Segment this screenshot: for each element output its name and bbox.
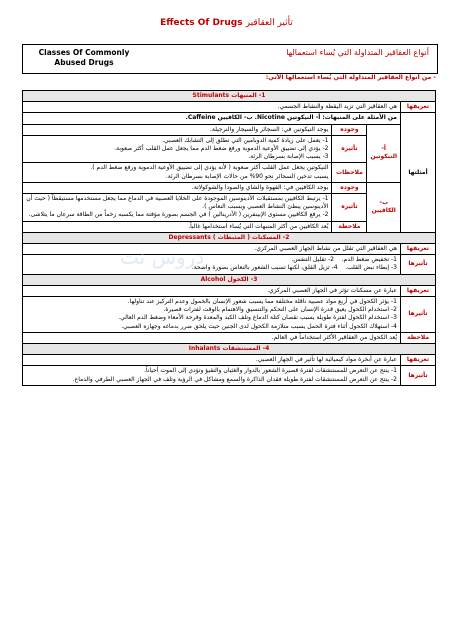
alcohol-note: يُعد الكحول من العقاقير الأكثر استخداماً في العالم. [23, 332, 401, 343]
caffeine-found-label: وجوده [332, 182, 367, 193]
stimulants-def-label: تعريفها [401, 102, 436, 113]
page-title [0, 18, 453, 28]
drugs-table [22, 90, 436, 386]
alcohol-note-label: ملاحظة [401, 332, 436, 343]
alcohol-def-label: تعريفها [401, 285, 436, 296]
list-item: 3- يسبب الإصابة بسرطان الرئة. [248, 153, 329, 161]
alcohol-effects-label: تأثيرها [401, 297, 436, 333]
nicotine-label: أ- النيكوتين [367, 124, 401, 182]
inhalants-effects-label: تأثيرها [401, 366, 436, 385]
list-item: 1- يعمل على زيادة كمية الدوبامين التي تطلق إلى التشابك العصبي. [162, 136, 329, 144]
list-item: 3- إبطاء نبض القلب. [345, 264, 397, 272]
list-item: 2- يرفع الكافيين مستوى الإبينفرين ( الأدرينالين ) في الجسم بصورة مؤقتة مما يكسبه زخماً من الطاقة سرعان ما يتلاشى. [28, 211, 329, 219]
list-item: 1- يرتبط الكافيين بمستقبلات الأدينوسين الموجودة على الخلايا العصبية في الدماغ مما يجعل مستخدمها مستيقظاً ( حيث أن الأدينوسين يبطئ النشاط العصبي ويسبب النعاس ). [26, 195, 329, 211]
title-ar: تأثير العقاقير [245, 18, 293, 28]
inhalants-definition: عبارة عن أبخرة مواد كيميائية لها تأثير في الجهاز العصبي. [23, 355, 401, 366]
inhalants-def-label: تعريفها [401, 355, 436, 366]
alcohol-heading: 3- الكحول Alcohol [23, 274, 436, 285]
caffeine-note-label: ملاحظة [332, 221, 367, 232]
nicotine-notes [23, 163, 332, 182]
alcohol-definition: عبارة عن مسكنات تؤثر في الجهاز العصبي المركزي. [23, 285, 401, 296]
inhalants-effects [23, 366, 401, 385]
stimulants-heading: 1- المنبهات Stimulants [23, 91, 436, 102]
intro-line: - من أنواع العقاقير المتداولة التي يُساء استعمالها الآتي: [265, 74, 436, 81]
depressants-definition: هي العقاقير التي تقلل من نشاط الجهاز العصبي المركزي. [23, 244, 401, 255]
list-item: يسبب تدخين السجائر نحو 90% من حالات الإصابة بسرطان الرئة. [165, 172, 329, 180]
stimulants-examples: من الأمثلة على المنبهات: أ- النيكوتين Nicotine. ب- الكافيين Caffeine. [23, 113, 401, 124]
depressants-heading: 2- المسكنات ( المثبطات ) Depressants [23, 232, 436, 243]
alcohol-effects [23, 297, 401, 333]
list-item: 2- تقليل التنفس. [291, 256, 334, 264]
nicotine-found-label: وجوده [332, 124, 367, 135]
nicotine-effect-label: تأثيره [332, 135, 367, 163]
list-item: 2- استخدام الكحول يعيق قدرة الإنسان على التحكم والتنسيق والاهتمام بالوقت لفترات قصيرة. [163, 306, 397, 314]
depressants-effects [23, 255, 401, 274]
list-item: 1- يؤثر الكحول في أربع مواد عصبية ناقلة مختلفة مما يسبب شعور الإنسان بالخمول وعدم التركيز عند تناولها. [127, 298, 397, 306]
caffeine-effect-label: تأثيره [332, 194, 367, 222]
caffeine-found: يوجد الكافيين في: القهوة والشاي والصودا والشوكولاتة. [23, 182, 332, 193]
list-item: 2- يؤدي إلى تضييق الأوعية الدموية ورفع ضغط الدم مما يجعل عمل القلب أكثر صعوبة. [114, 145, 329, 153]
nicotine-notes-label: ملاحظات [332, 163, 367, 182]
list-item: النيكوتين يجعل عمل القلب أكثر صعوبة ( لأنه يؤدي إلى تضييق الأوعية الدموية ورفع ضغط الدم ). [90, 164, 329, 172]
caffeine-label: ب- الكافيين [367, 182, 401, 232]
title-en: Effects Of Drugs [160, 18, 243, 28]
caffeine-effects [23, 194, 332, 222]
watermark: دروس نت [120, 245, 205, 269]
caffeine-note: يُعد الكافيين من أكثر المنبهات التي يُساء استخدامها غالباً. [23, 221, 332, 232]
nicotine-effects [23, 135, 332, 163]
stimulants-examples-label: أمثلتها [401, 113, 436, 232]
depressants-effects-label: تأثيرها [401, 255, 436, 274]
depressants-def-label: تعريفها [401, 244, 436, 255]
classes-title-ar: أنواع العقاقير المتداولة التي يُساء استعمالها [286, 48, 429, 57]
list-item: 2- ينتج عن التعرض للمستنشقات لفترة طويلة فقدان الذاكرة والسمع ومشاكل في الرؤية وتلف في الجهاز العصبي الطرفي والدماغ. [72, 375, 397, 383]
list-item: 4- تزيل القلق، لكنها تسبب الشعور بالنعاس بصورة واضحة. [191, 264, 338, 272]
list-item: 3- استخدام الكحول لفترة طويلة يسبب نقصان كتلة الدماغ وتلف الكبد والمعدة وقرحة الأمعاء وضغط الدم العالي. [118, 314, 397, 322]
list-item: 4- استهلاك الكحول أثناء فترة الحمل يسبب متلازمة الكحول لدى الجنين حيث يلحق ضرر بدماغه وجهازه العصبي. [121, 322, 397, 330]
list-item: 1- تخفيض ضغط الدم. [341, 256, 397, 264]
nicotine-found: يوجد النيكوتين في: السجائر والسيجار والنرجيلة. [23, 124, 332, 135]
classes-title-en: Classes Of Commonly Abused Drugs [38, 48, 130, 67]
list-item: 1- ينتج عن التعرض للمستنشقات لفترة قصيرة الشعور بالدوار والغثيان والتقيؤ وتؤدي إلى الموت أحياناً. [144, 367, 397, 375]
inhalants-heading: 4- المستنشقات Inhalants [23, 344, 436, 355]
classes-box [22, 44, 438, 74]
stimulants-definition: هي العقاقير التي تزيد اليقظة والنشاط الجسمي. [23, 102, 401, 113]
